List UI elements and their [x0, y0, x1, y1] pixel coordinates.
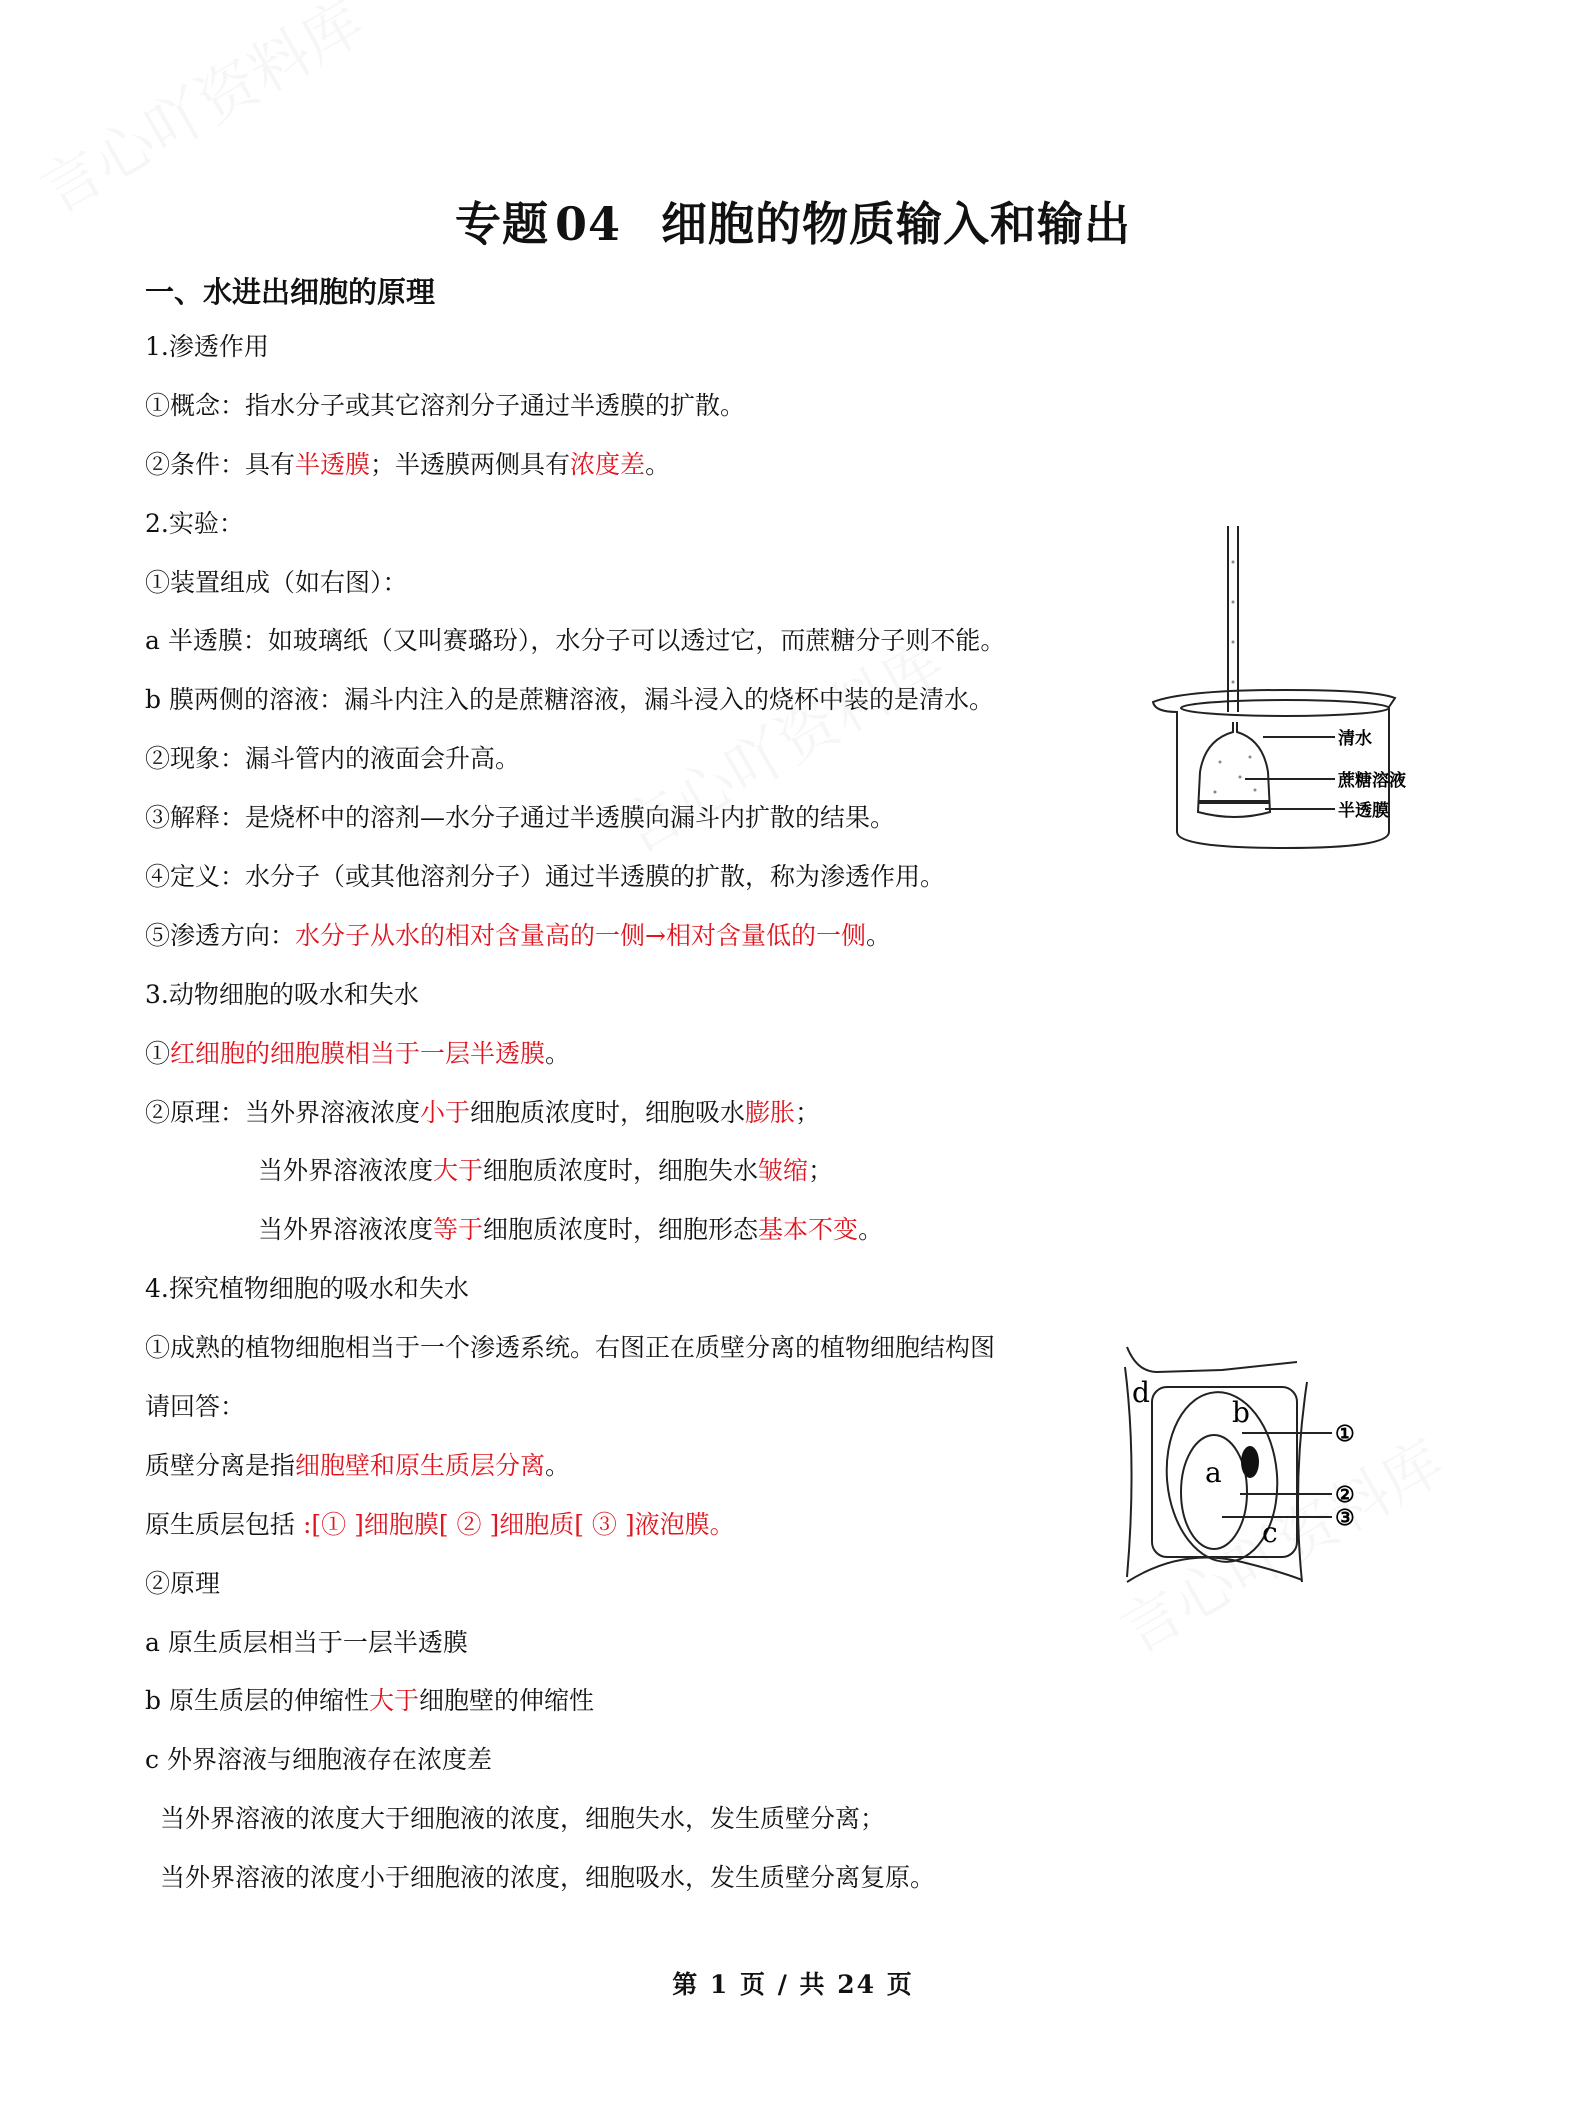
highlight-text: 浓度差 — [570, 449, 646, 479]
label-d: d — [1132, 1376, 1150, 1409]
highlight-text: 细胞壁和原生质层分离 — [295, 1450, 546, 1480]
highlight-text: 大于 — [368, 1686, 419, 1716]
text-segment: ②条件：具有 — [145, 449, 296, 479]
text-segment: 细胞质浓度时，细胞形态 — [483, 1215, 759, 1245]
label-3: ③ — [1335, 1505, 1355, 1531]
page-footer: 第 1 页 / 共 24 页 — [672, 1970, 914, 1999]
highlight-text: 小于 — [420, 1097, 471, 1127]
text-segment: 。 — [545, 1038, 571, 1068]
text-segment: 1.渗透作用 — [145, 332, 269, 361]
text-segment: ②现象：漏斗管内的液面会升高。 — [145, 744, 521, 774]
text-segment: 当外界溶液的浓度大于细胞液的浓度，细胞失水，发生质壁分离； — [160, 1804, 886, 1834]
text-line — [145, 1496, 1145, 1555]
text-line — [145, 1437, 1145, 1496]
text-line — [145, 436, 1145, 495]
text-segment: 。 — [858, 1215, 884, 1245]
text-line — [145, 671, 1145, 730]
text-line — [145, 318, 1145, 377]
text-line — [145, 1201, 1145, 1260]
text-segment: b 原生质层的伸缩性 — [145, 1686, 369, 1716]
text-line — [145, 730, 1145, 789]
text-line — [145, 1614, 1145, 1673]
text-segment: b 膜两侧的溶液：漏斗内注入的是蔗糖溶液，漏斗浸入的烧杯中装的是清水。 — [145, 685, 994, 715]
label-a: a — [1205, 1456, 1222, 1489]
osmosis-apparatus-figure — [1145, 522, 1425, 857]
text-line — [145, 1025, 1145, 1084]
text-line — [145, 554, 1145, 613]
text-line — [145, 1672, 1145, 1731]
text-segment: 。 — [645, 449, 671, 479]
highlight-text: 基本不变 — [758, 1215, 859, 1245]
page-title — [0, 188, 1586, 254]
body-text — [145, 318, 1145, 1908]
text-line — [145, 1378, 1145, 1437]
text-segment: 。 — [865, 920, 891, 950]
text-segment: 细胞质浓度时，细胞失水 — [483, 1156, 759, 1186]
text-segment: ；半透膜两侧具有 — [370, 449, 571, 479]
text-line — [145, 1731, 1145, 1790]
text-segment: 4.探究植物细胞的吸水和失水 — [145, 1274, 469, 1304]
title-text: 细胞的物质输入和输出 — [661, 197, 1131, 251]
highlight-text: 红细胞的细胞膜相当于一层半透膜 — [170, 1038, 546, 1068]
text-line — [145, 966, 1145, 1025]
text-segment: ① — [145, 1038, 171, 1068]
label-membrane: 半透膜 — [1338, 801, 1389, 821]
text-segment: 。 — [545, 1450, 571, 1480]
text-line — [145, 1142, 1145, 1201]
highlight-text: 大于 — [433, 1156, 484, 1186]
text-line — [145, 789, 1145, 848]
title-number: 04 — [554, 197, 621, 251]
text-segment: 质壁分离是指 — [145, 1450, 296, 1480]
plasmolysis-cell-figure — [1122, 1342, 1412, 1592]
text-segment: a 半透膜：如玻璃纸（又叫赛璐玢），水分子可以透过它，而蔗糖分子则不能。 — [145, 626, 1006, 656]
text-segment: c 外界溶液与细胞液存在浓度差 — [145, 1745, 492, 1775]
text-segment: ①装置组成（如右图）： — [145, 567, 408, 597]
text-segment: ⑤渗透方向： — [145, 920, 296, 950]
text-segment: 当外界溶液浓度 — [258, 1215, 434, 1245]
label-sucrose-solution: 蔗糖溶液 — [1338, 771, 1406, 791]
highlight-text: 半透膜 — [295, 449, 371, 479]
label-c: c — [1262, 1516, 1278, 1549]
text-line — [145, 495, 1145, 554]
highlight-text: 皱缩 — [758, 1156, 809, 1186]
text-line — [145, 612, 1145, 671]
text-line — [145, 1260, 1145, 1319]
text-segment: 当外界溶液的浓度小于细胞液的浓度，细胞吸水，发生质壁分离复原。 — [160, 1863, 936, 1893]
text-segment: ②原理：当外界溶液浓度 — [145, 1097, 421, 1127]
text-segment: 2.实验： — [145, 508, 244, 538]
text-line — [145, 1849, 1145, 1908]
highlight-text: 水分子从水的相对含量高的一侧→相对含量低的一侧 — [295, 920, 866, 950]
text-segment: ； — [808, 1156, 834, 1186]
label-b: b — [1232, 1396, 1250, 1429]
text-segment: ①概念：指水分子或其它溶剂分子通过半透膜的扩散。 — [145, 390, 746, 420]
text-segment: a 原生质层相当于一层半透膜 — [145, 1627, 468, 1657]
text-segment: ①成熟的植物细胞相当于一个渗透系统。右图正在质壁分离的植物细胞结构图 — [145, 1333, 996, 1363]
label-1: ① — [1335, 1421, 1355, 1447]
text-line — [145, 1790, 1145, 1849]
highlight-text: 膨胀 — [745, 1097, 796, 1127]
text-segment: 当外界溶液浓度 — [258, 1156, 434, 1186]
title-prefix: 专题 — [454, 197, 549, 251]
text-segment: 3.动物细胞的吸水和失水 — [145, 979, 419, 1009]
text-line — [145, 1319, 1145, 1378]
highlight-text: 等于 — [433, 1215, 484, 1245]
label-water: 清水 — [1338, 729, 1372, 749]
highlight-text: :[① ]细胞膜[ ② ]细胞质[ ③ ]液泡膜。 — [302, 1509, 735, 1539]
section-heading: 一、水进出细胞的原理 — [145, 275, 436, 309]
label-2: ② — [1335, 1482, 1355, 1508]
text-line — [145, 1084, 1145, 1143]
text-segment: 原生质层包括 — [145, 1509, 303, 1539]
text-segment: ； — [795, 1097, 821, 1127]
text-line — [145, 848, 1145, 907]
text-segment: ④定义：水分子（或其他溶剂分子）通过半透膜的扩散，称为渗透作用。 — [145, 862, 946, 892]
text-line — [145, 907, 1145, 966]
text-line — [145, 1555, 1145, 1614]
text-segment: 请回答： — [145, 1392, 246, 1422]
text-segment: ③解释：是烧杯中的溶剂—水分子通过半透膜向漏斗内扩散的结果。 — [145, 803, 896, 833]
text-segment: ②原理 — [145, 1568, 221, 1598]
text-segment: 细胞质浓度时，细胞吸水 — [470, 1097, 746, 1127]
text-line — [145, 377, 1145, 436]
text-segment: 细胞壁的伸缩性 — [418, 1686, 594, 1716]
